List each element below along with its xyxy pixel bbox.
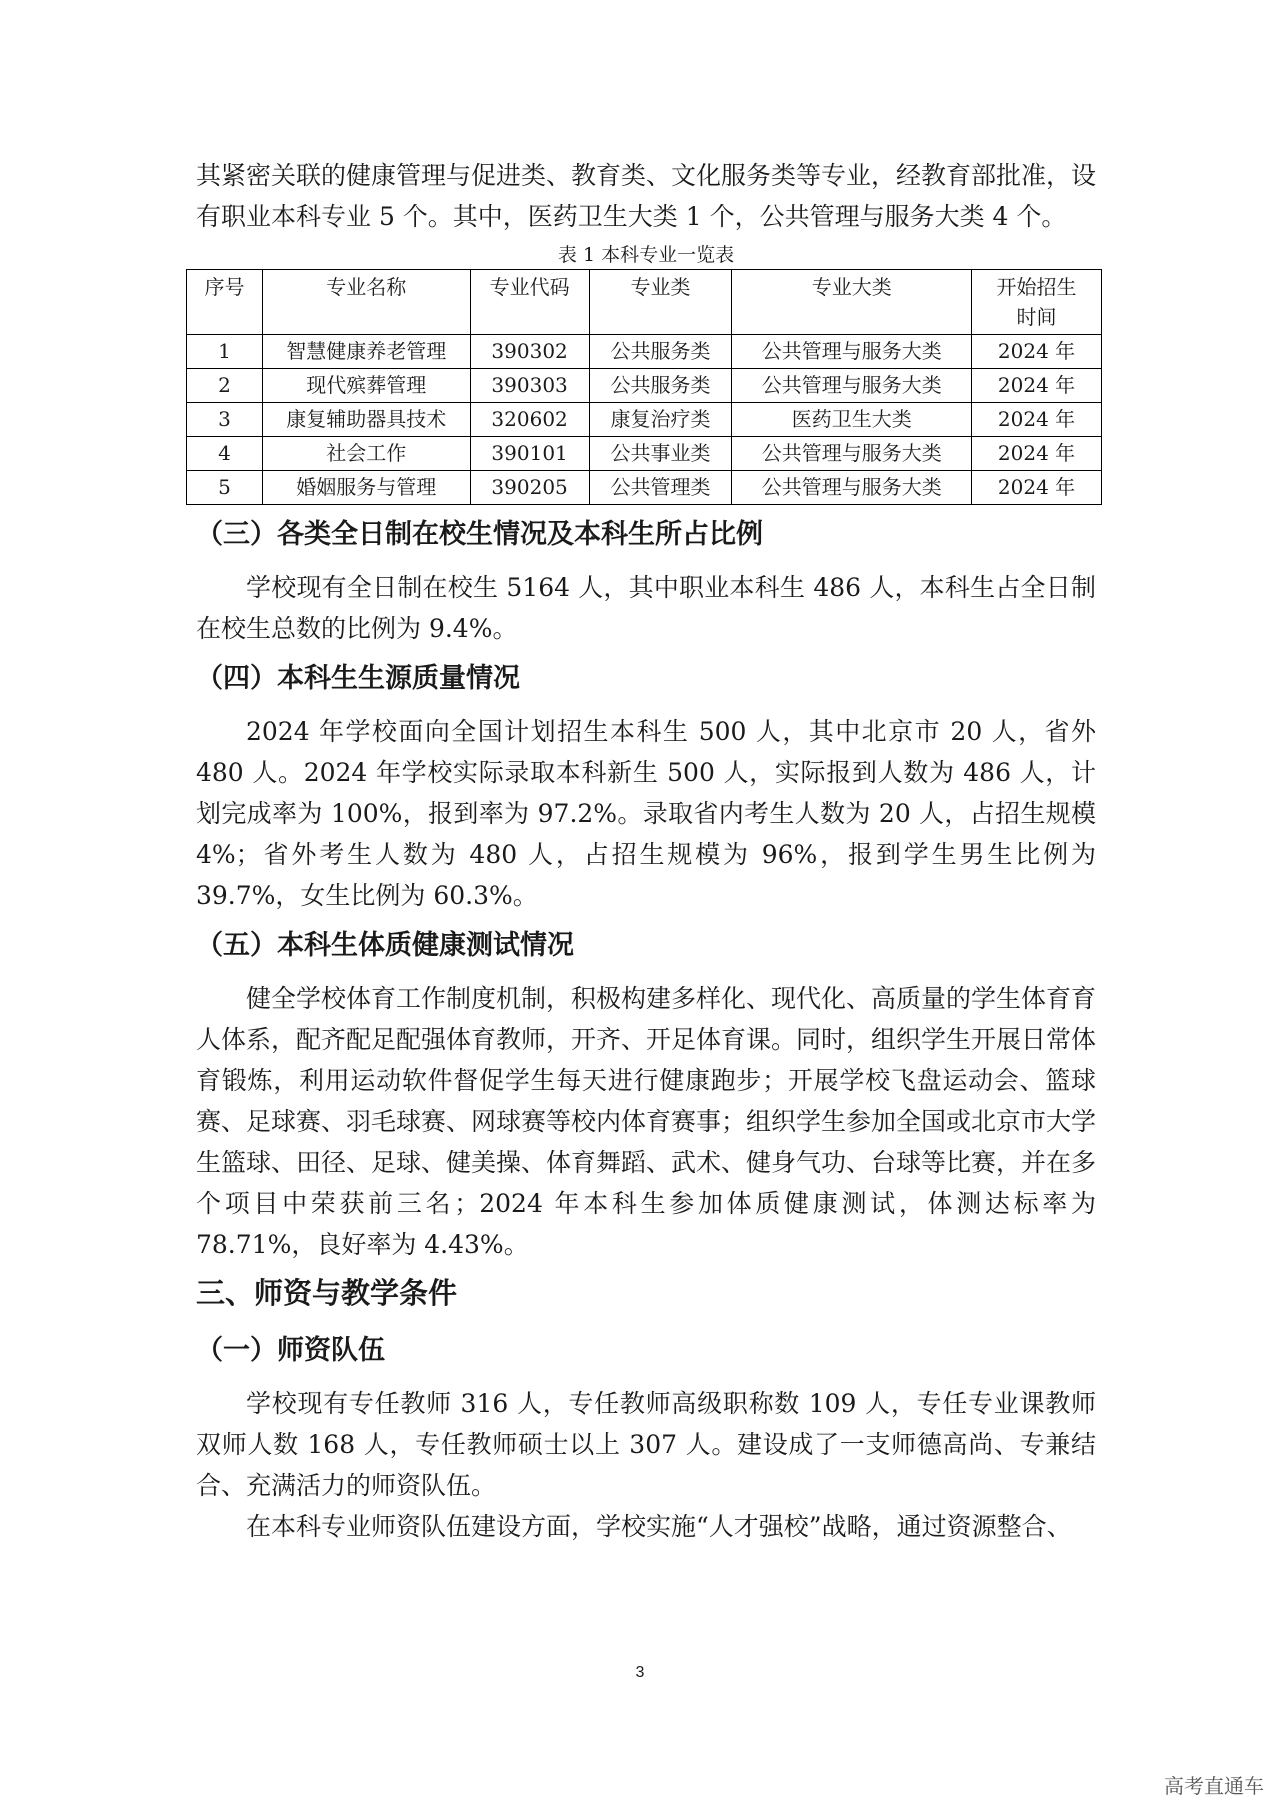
paragraph-faculty: 学校现有专任教师 316 人，专任教师高级职称数 109 人，专任专业课教师双师人数 168 人，专任教师硕士以上 307 人。建设成了一支师德高尚、专兼结合、充满活力的师资队伍。 bbox=[196, 1389, 1096, 1500]
table-caption: 表 1 本科专业一览表 bbox=[557, 244, 735, 266]
table-cell: 公共事业类 bbox=[589, 437, 732, 471]
table-cell: 社会工作 bbox=[262, 437, 470, 471]
header-cell: 专业大类 bbox=[732, 270, 972, 335]
table-cell: 婚姻服务与管理 bbox=[262, 471, 470, 505]
table-row bbox=[187, 437, 1102, 471]
majors-table bbox=[186, 269, 1102, 505]
table-row bbox=[187, 369, 1102, 403]
page-number: 3 bbox=[635, 1664, 645, 1681]
heading-physical-test: （五）本科生体质健康测试情况 bbox=[196, 930, 574, 961]
header-cell: 专业代码 bbox=[470, 270, 589, 335]
table-cell: 公共管理与服务大类 bbox=[732, 335, 972, 369]
table-cell: 公共管理与服务大类 bbox=[732, 471, 972, 505]
heading-enrollment-ratio: （三）各类全日制在校生情况及本科生所占比例 bbox=[196, 519, 763, 550]
paragraph-majors-intro: 其紧密关联的健康管理与促进类、教育类、文化服务类等专业，经教育部批准，设有职业本科专业 5 个。其中，医药卫生大类 1 个，公共管理与服务大类 4 个。 bbox=[196, 161, 1097, 231]
header-cell: 专业类 bbox=[589, 270, 732, 335]
heading-faculty-section: 三、师资与教学条件 bbox=[196, 1276, 458, 1310]
table-cell: 390205 bbox=[470, 471, 589, 505]
table-cell: 2024 年 bbox=[972, 403, 1102, 437]
paragraph-physical-test: 健全学校体育工作制度机制，积极构建多样化、现代化、高质量的学生体育育人体系，配齐配足配强体育教师，开齐、开足体育课。同时，组织学生开展日常体育锻炼，利用运动软件督促学生每天进行健康跑步；开展学校飞盘运动会、篮球赛、足球赛、羽毛球赛、网球赛等校内体育赛事；组织学生参加全国或北京市大学生篮球、田径、足球、健美操、体育舞蹈、武术、健身气功、台球等比赛，并在多个项目中荣获前三名；2024 年本科生参加体质健康测试，体测达标率为 78.71%，良好率为 4.43%。 bbox=[196, 984, 1097, 1259]
table-row bbox=[187, 403, 1102, 437]
table-cell: 5 bbox=[187, 471, 263, 505]
table-cell: 公共管理与服务大类 bbox=[732, 437, 972, 471]
table-cell: 现代殡葬管理 bbox=[262, 369, 470, 403]
paragraph-enrollment: 学校现有全日制在校生 5164 人，其中职业本科生 486 人，本科生占全日制在校生总数的比例为 9.4%。 bbox=[196, 573, 1096, 643]
table-cell: 4 bbox=[187, 437, 263, 471]
table-cell: 390101 bbox=[470, 437, 589, 471]
table-cell: 公共管理类 bbox=[589, 471, 732, 505]
header-cell: 专业名称 bbox=[262, 270, 470, 335]
table-cell: 1 bbox=[187, 335, 263, 369]
paragraph-student-source: 2024 年学校面向全国计划招生本科生 500 人，其中北京市 20 人，省外 480 人。2024 年学校实际录取本科新生 500 人，实际报到人数为 486 人，计划完成率为 100%，报到率为 97.2%。录取省内考生人数为 20 人，占招生规模 4%；省外考生人数为 480 人，占招生规模为 96%，报到学生男生比例为 39.7%，女生比例为 60.3%。 bbox=[196, 717, 1096, 910]
table-cell: 2024 年 bbox=[972, 471, 1102, 505]
heading-student-source: （四）本科生生源质量情况 bbox=[196, 663, 520, 694]
table-cell: 康复辅助器具技术 bbox=[262, 403, 470, 437]
table-cell: 医药卫生大类 bbox=[732, 403, 972, 437]
table-cell: 2 bbox=[187, 369, 263, 403]
table-cell: 320602 bbox=[470, 403, 589, 437]
paragraph-faculty-building: 在本科专业师资队伍建设方面，学校实施“人才强校”战略，通过资源整合、 bbox=[246, 1512, 1072, 1541]
table-cell: 公共管理与服务大类 bbox=[732, 369, 972, 403]
table-row bbox=[187, 335, 1102, 369]
table-cell: 公共服务类 bbox=[589, 335, 732, 369]
watermark: 高考直通车 bbox=[1164, 1774, 1264, 1798]
table-cell: 智慧健康养老管理 bbox=[262, 335, 470, 369]
table-cell: 2024 年 bbox=[972, 335, 1102, 369]
table-cell: 3 bbox=[187, 403, 263, 437]
table-cell: 2024 年 bbox=[972, 369, 1102, 403]
table-cell: 公共服务类 bbox=[589, 369, 732, 403]
heading-faculty-team: （一）师资队伍 bbox=[196, 1335, 385, 1366]
table-cell: 2024 年 bbox=[972, 437, 1102, 471]
header-cell: 序号 bbox=[187, 270, 263, 335]
table-row bbox=[187, 471, 1102, 505]
table-header-row bbox=[187, 270, 1102, 335]
table-cell: 390303 bbox=[470, 369, 589, 403]
table-cell: 390302 bbox=[470, 335, 589, 369]
document-page bbox=[196, 155, 1096, 1547]
table-cell: 康复治疗类 bbox=[589, 403, 732, 437]
header-cell: 开始招生时间 bbox=[972, 270, 1102, 335]
